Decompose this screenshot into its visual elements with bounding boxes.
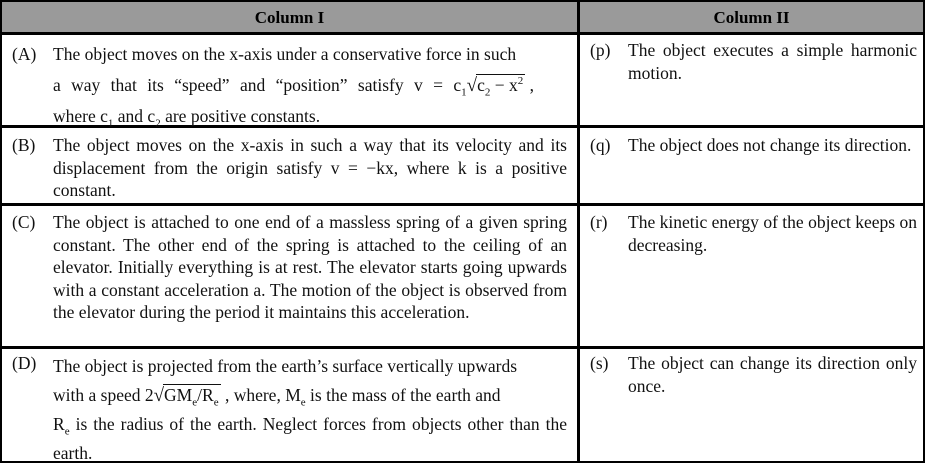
row-divider [2,346,923,349]
column-i-item-a [12,39,567,132]
item-text: The object executes a simple harmonic motion. [628,40,917,83]
item-text: The object is projected from the earth’s surface vertically upwards with a speed $2√GM_e/R_e$ , where, $M_e$ is the mass of the earth and $R_e$ is the radius of the earth. Neglect forces from objects other than the earth. [53,356,567,463]
item-text: The object can change its direction only once. [628,353,917,396]
column-ii-header: Column II [713,8,790,27]
speed-formula: $2√GM_e/R_e$ [144,385,219,409]
item-label: (C) [12,212,36,232]
column-ii-item-p [590,39,917,84]
column-ii-item-r [590,211,917,256]
column-divider [577,2,580,463]
row-divider [2,203,923,206]
item-label: (B) [12,135,36,155]
item-text: The object does not change its direction. [628,135,912,155]
column-i-item-b [12,134,567,202]
item-label: (A) [12,44,37,64]
item-label: (q) [590,135,611,155]
item-label: (s) [590,353,609,373]
column-i-header: Column I [254,8,325,27]
item-label: (p) [590,40,611,60]
column-i-item-d [12,352,567,468]
item-text: The object moves on the x-axis under a conservative force in such a way that its “speed” and “position” satisfy $v = c_1√c_2 - x^2$ , where $c_1$ and $c_2$ are positive constants. [53,44,534,130]
item-text: The object moves on the x-axis in such a way that its velocity and its displacement from the origin satisfy v = −kx, where k is a positive constant. [53,135,567,200]
item-label: (r) [590,212,608,232]
speed-formula: $c_1√c_2 - x^2$ [453,75,524,99]
item-label: (D) [12,353,37,373]
column-ii-item-q [590,134,917,157]
column-i-item-c [12,211,567,324]
item-text: The object is attached to one end of a massless spring of a given spring constant. The other end of the spring is attached to the ceiling of an elevator. Initially everything is at rest. The elevator starts going upwards with a constant acceleration a. The motion of the object is observed from the elevator during the period it maintains this acceleration. [53,212,567,322]
column-ii-item-s [590,352,917,397]
item-text: The kinetic energy of the object keeps on decreasing. [628,212,917,255]
table-header-row [2,2,923,35]
